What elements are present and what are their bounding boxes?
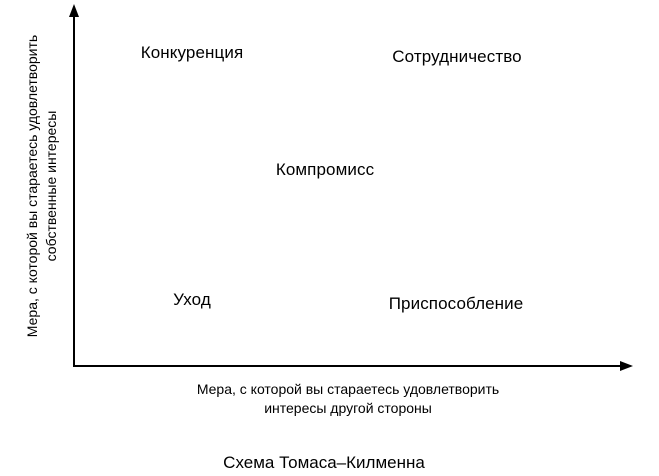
diagram-caption: Схема Томаса–Килменна bbox=[223, 453, 425, 472]
x-axis-label-line-1: Мера, с которой вы стараетесь удовлетворить bbox=[196, 381, 500, 397]
quadrant-avoidance-label: Уход bbox=[173, 290, 211, 309]
x-axis-label-line-2: интересы другой стороны bbox=[264, 400, 432, 416]
x-axis-label bbox=[197, 380, 499, 418]
x-axis-arrowhead bbox=[620, 361, 633, 371]
quadrant-collaboration-label: Сотрудничество bbox=[392, 47, 522, 66]
quadrant-accommodation-label: Приспособление bbox=[388, 294, 524, 313]
y-axis-label-line-1: Мера, с которой вы стараетесь удовлетворить bbox=[24, 34, 40, 338]
quadrant-compromise-label: Компромисс bbox=[275, 160, 375, 179]
y-axis-label bbox=[23, 35, 61, 337]
y-axis-arrowhead bbox=[69, 4, 79, 17]
quadrant-competition-label: Конкуренция bbox=[140, 43, 244, 62]
y-axis-label-line-2: собственные интересы bbox=[43, 110, 59, 262]
